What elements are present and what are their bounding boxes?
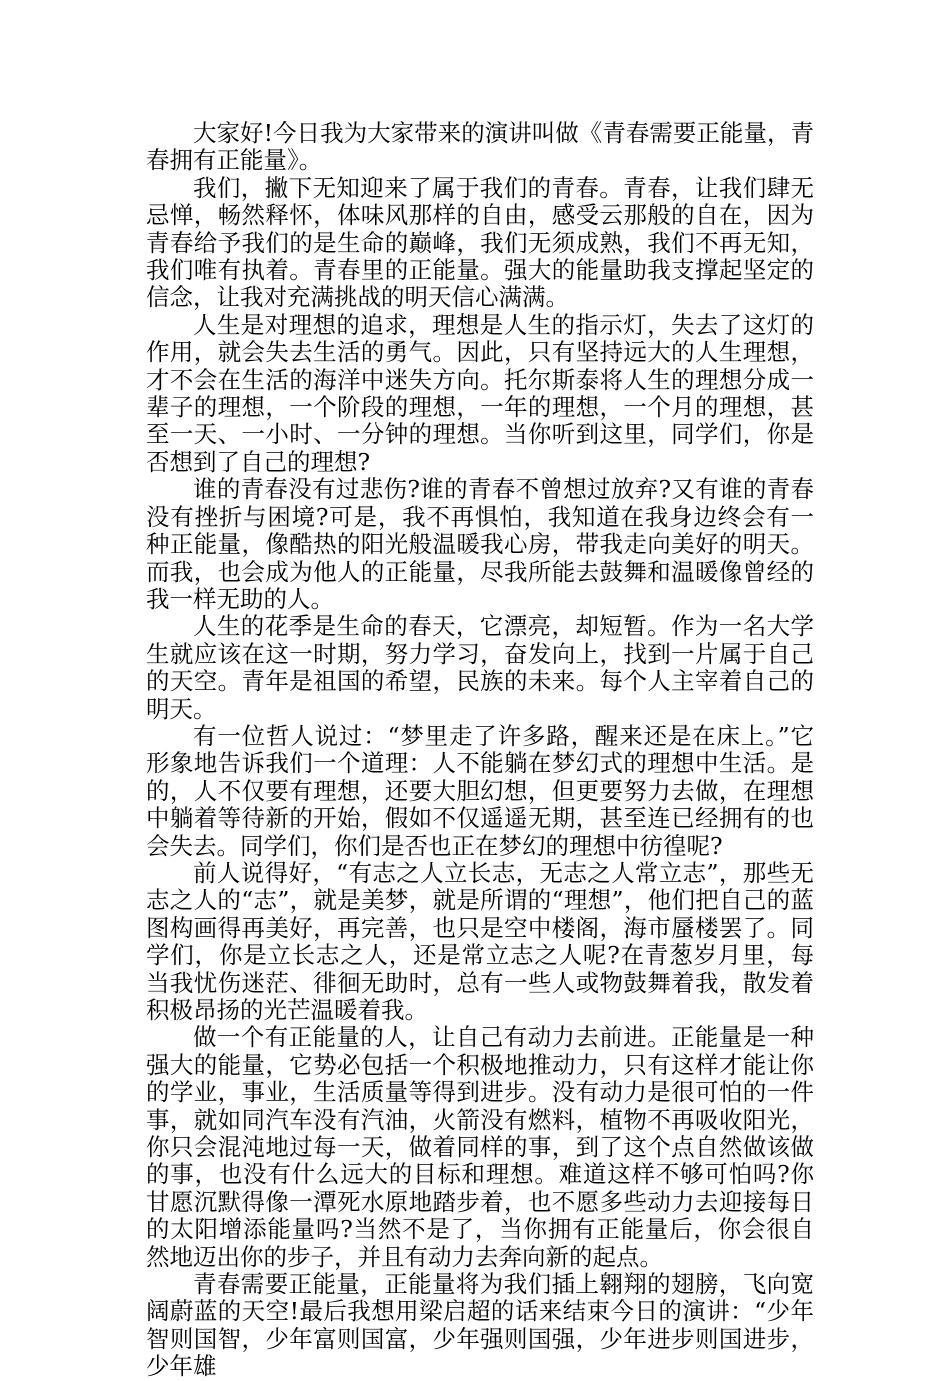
- paragraph-greeting: 大家好!今日我为大家带来的演讲叫做《青春需要正能量，青春拥有正能量》。: [146, 119, 814, 175]
- paragraph-philosopher: 有一位哲人说过：“梦里走了许多路，醒来还是在床上。”它形象地告诉我们一个道理：人不能躺在梦幻式的理想中生活。是的，人不仅要有理想，还要大胆幻想，但更要努力去做，在理想中躺着等待新的开始，假如不仅遥遥无期，甚至连已经拥有的也会失去。同学们，你们是否也正在梦幻的理想中彷徨呢?: [146, 721, 814, 860]
- speech-body: [146, 120, 814, 1381]
- paragraph-ambition: 前人说得好，“有志之人立长志，无志之人常立志”，那些无志之人的“志”，就是美梦，就是所谓的“理想”，他们把自己的蓝图构画得再美好，再完善，也只是空中楼阁，海市蜃楼罢了。同学们，你是立长志之人，还是常立志之人呢?在青葱岁月里，每当我忧伤迷茫、徘徊无助时，总有一些人或物鼓舞着我，散发着积极昂扬的光芒温暖着我。: [146, 858, 814, 1024]
- paragraph-ideals: 人生是对理想的追求，理想是人生的指示灯，失去了这灯的作用，就会失去生活的勇气。因此，只有坚持远大的人生理想，才不会在生活的海洋中迷失方向。托尔斯泰将人生的理想分成一辈子的理想，一个阶段的理想，一年的理想，一个月的理想，甚至一天、一小时、一分钟的理想。当你听到这里，同学们，你是否想到了自己的理想?: [146, 310, 814, 476]
- paragraph-flower-season: 人生的花季是生命的春天，它漂亮，却短暂。作为一名大学生就应该在这一时期，努力学习，奋发向上，找到一片属于自己的天空。青年是祖国的希望，民族的未来。每个人主宰着自己的明天。: [146, 612, 814, 723]
- paragraph-conclusion: 青春需要正能量，正能量将为我们插上翱翔的翅膀，飞向宽阔蔚蓝的天空!最后我想用梁启超的话来结束今日的演讲：“少年智则国智，少年富则国富，少年强则国强，少年进步则国进步，少年雄: [146, 1270, 814, 1381]
- paragraph-sorrow: 谁的青春没有过悲伤?谁的青春不曾想过放弃?又有谁的青春没有挫折与困境?可是，我不再惧怕，我知道在我身边终会有一种正能量，像酷热的阳光般温暖我心房，带我走向美好的明天。而我，也会成为他人的正能量，尽我所能去鼓舞和温暖像曾经的我一样无助的人。: [146, 475, 814, 613]
- paragraph-youth: 我们，撇下无知迎来了属于我们的青春。青春，让我们肆无忌惮，畅然释怀，体味风那样的自由，感受云那般的自在，因为青春给予我们的是生命的巅峰，我们无须成熟，我们不再无知，我们唯有执着。青春里的正能量。强大的能量助我支撑起坚定的信念，让我对充满挑战的明天信心满满。: [146, 173, 814, 312]
- paragraph-energy: 做一个有正能量的人，让自己有动力去前进。正能量是一种强大的能量，它势必包括一个积极地推动力，只有这样才能让你的学业，事业，生活质量等得到进步。没有动力是很可怕的一件事，就如同汽车没有汽油，火箭没有燃料，植物不再吸收阳光，你只会混沌地过每一天，做着同样的事，到了这个点自然做该做的事，也没有什么远大的目标和理想。难道这样不够可怕吗?你甘愿沉默得像一潭死水原地踏步着，也不愿多些动力去迎接每日的太阳增添能量吗?当然不是了，当你拥有正能量后，你会很自然地迈出你的步子，并且有动力去奔向新的起点。: [146, 1023, 814, 1271]
